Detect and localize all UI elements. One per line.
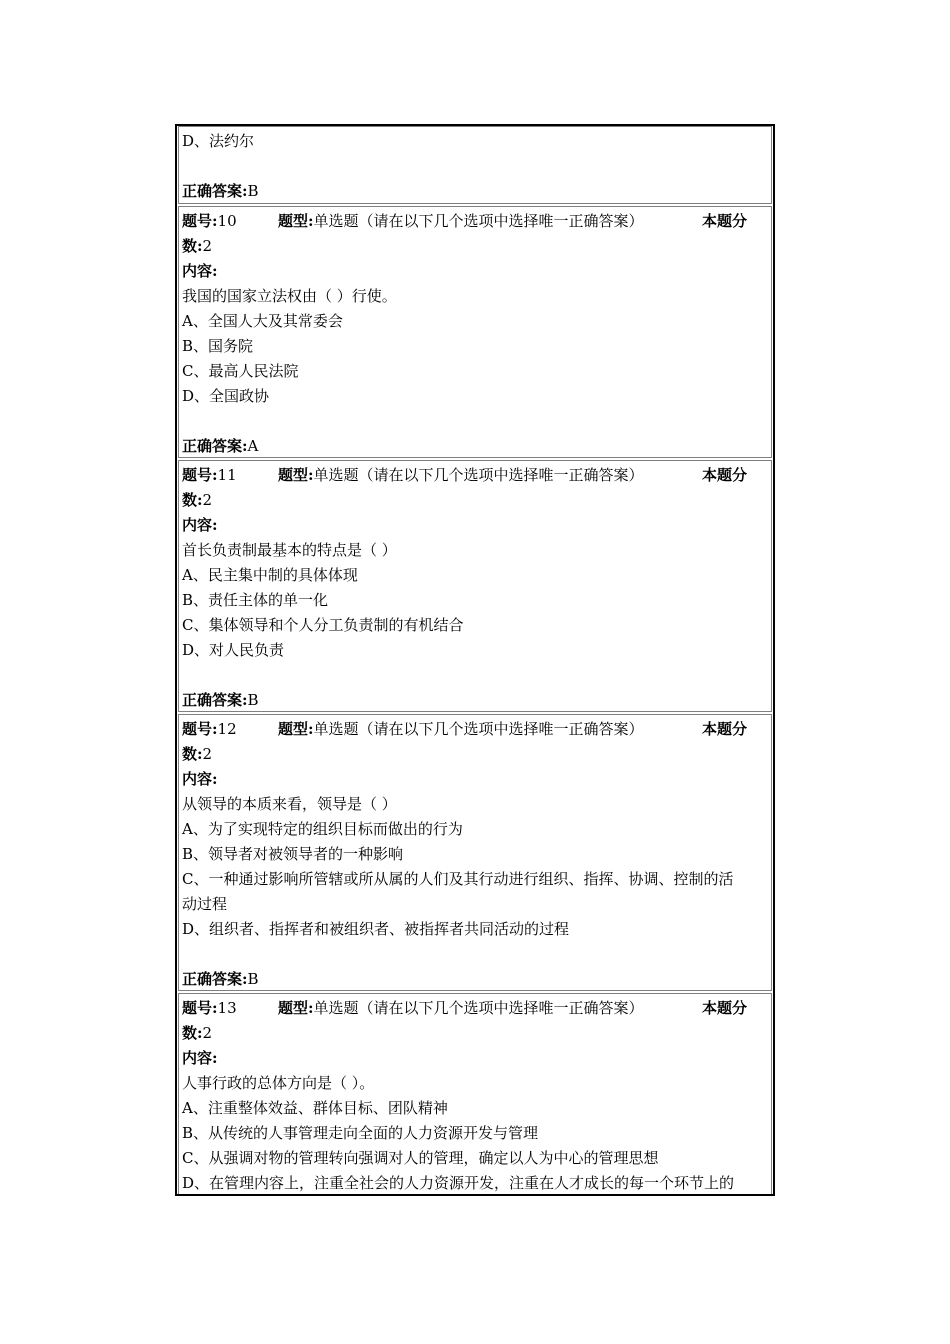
question-stem: 我国的国家立法权由（ ）行使。	[182, 287, 397, 305]
answer-label: 正确答案:	[182, 182, 248, 200]
answer-value: B	[247, 182, 259, 200]
answer-label: 正确答案:	[182, 437, 248, 455]
answer-label: 正确答案:	[182, 691, 248, 709]
type-value: 单选题（请在以下几个选项中选择唯一正确答案）	[313, 999, 644, 1017]
answer-value: B	[247, 970, 259, 988]
option-a: A、民主集中制的具体体现	[182, 566, 358, 584]
content-label: 内容:	[182, 1049, 218, 1067]
question-block-11	[178, 460, 772, 712]
content-label: 内容:	[182, 770, 218, 788]
num-label: 题号:	[182, 466, 218, 484]
question-header	[182, 996, 770, 1020]
score-line	[182, 742, 212, 766]
question-header	[182, 717, 770, 741]
score-value: 2	[202, 1024, 213, 1042]
option-b: B、责任主体的单一化	[182, 591, 329, 609]
type-field	[278, 209, 644, 233]
num-label: 题号:	[182, 999, 218, 1017]
type-label: 题型:	[278, 999, 314, 1017]
type-label: 题型:	[278, 720, 314, 738]
answer-label: 正确答案:	[182, 970, 248, 988]
question-header	[182, 209, 770, 233]
option-c: C、集体领导和个人分工负责制的有机结合	[182, 616, 464, 634]
content-label: 内容:	[182, 516, 218, 534]
question-block-10	[178, 206, 772, 458]
correct-answer	[182, 688, 259, 712]
content-label: 内容:	[182, 262, 218, 280]
option-a: A、注重整体效益、群体目标、团队精神	[182, 1099, 448, 1117]
score-label: 本题分	[702, 720, 748, 738]
correct-answer	[182, 434, 258, 458]
num-value: 13	[217, 999, 237, 1017]
type-value: 单选题（请在以下几个选项中选择唯一正确答案）	[313, 212, 644, 230]
correct-answer	[182, 179, 259, 203]
num-value: 11	[217, 466, 237, 484]
type-field	[278, 717, 644, 741]
score-label-cont: 数:	[182, 1024, 203, 1042]
option-b: B、领导者对被领导者的一种影响	[182, 845, 404, 863]
score-label-cont: 数:	[182, 491, 203, 509]
option-c: C、从强调对物的管理转向强调对人的管理，确定以人为中心的管理思想	[182, 1149, 659, 1167]
score-value: 2	[202, 237, 213, 255]
type-field	[278, 996, 644, 1020]
num-label: 题号:	[182, 212, 218, 230]
option-a: A、全国人大及其常委会	[182, 312, 343, 330]
num-value: 10	[217, 212, 237, 230]
score-line	[182, 1021, 212, 1045]
score-line	[182, 488, 212, 512]
option-a: A、为了实现特定的组织目标而做出的行为	[182, 820, 463, 838]
type-field	[278, 463, 644, 487]
score-value: 2	[202, 491, 213, 509]
option-c: C、一种通过影响所管辖或所从属的人们及其行动进行组织、指挥、协调、控制的活	[182, 870, 734, 888]
question-block-13	[178, 993, 772, 1196]
option-d: D、法约尔	[182, 132, 255, 150]
option-d: D、组织者、指挥者和被组织者、被指挥者共同活动的过程	[182, 920, 570, 938]
question-stem: 首长负责制最基本的特点是（ ）	[182, 541, 397, 559]
score-label: 本题分	[702, 999, 748, 1017]
type-label: 题型:	[278, 466, 314, 484]
question-block-12	[178, 714, 772, 991]
option-d: D、对人民负责	[182, 641, 285, 659]
score-value: 2	[202, 745, 213, 763]
answer-value: B	[247, 691, 259, 709]
num-value: 12	[217, 720, 237, 738]
question-stem: 人事行政的总体方向是（ ）。	[182, 1074, 375, 1092]
question-stem: 从领导的本质来看，领导是（ ）	[182, 795, 397, 813]
option-b: B、国务院	[182, 337, 254, 355]
option-b: B、从传统的人事管理走向全面的人力资源开发与管理	[182, 1124, 539, 1142]
score-label-cont: 数:	[182, 237, 203, 255]
answer-value: A	[247, 437, 259, 455]
option-c-continued: 动过程	[182, 895, 228, 913]
num-label: 题号:	[182, 720, 218, 738]
score-line	[182, 234, 212, 258]
question-header	[182, 463, 770, 487]
score-label: 本题分	[702, 212, 748, 230]
option-d: D、在管理内容上，注重全社会的人力资源开发，注重在人才成长的每一个环节上的	[182, 1174, 735, 1192]
option-c: C、最高人民法院	[182, 362, 299, 380]
type-label: 题型:	[278, 212, 314, 230]
type-value: 单选题（请在以下几个选项中选择唯一正确答案）	[313, 720, 644, 738]
score-label: 本题分	[702, 466, 748, 484]
score-label-cont: 数:	[182, 745, 203, 763]
type-value: 单选题（请在以下几个选项中选择唯一正确答案）	[313, 466, 644, 484]
option-d: D、全国政协	[182, 387, 270, 405]
correct-answer	[182, 967, 259, 991]
question-block-9-tail	[178, 126, 772, 204]
question-table	[175, 124, 775, 1196]
